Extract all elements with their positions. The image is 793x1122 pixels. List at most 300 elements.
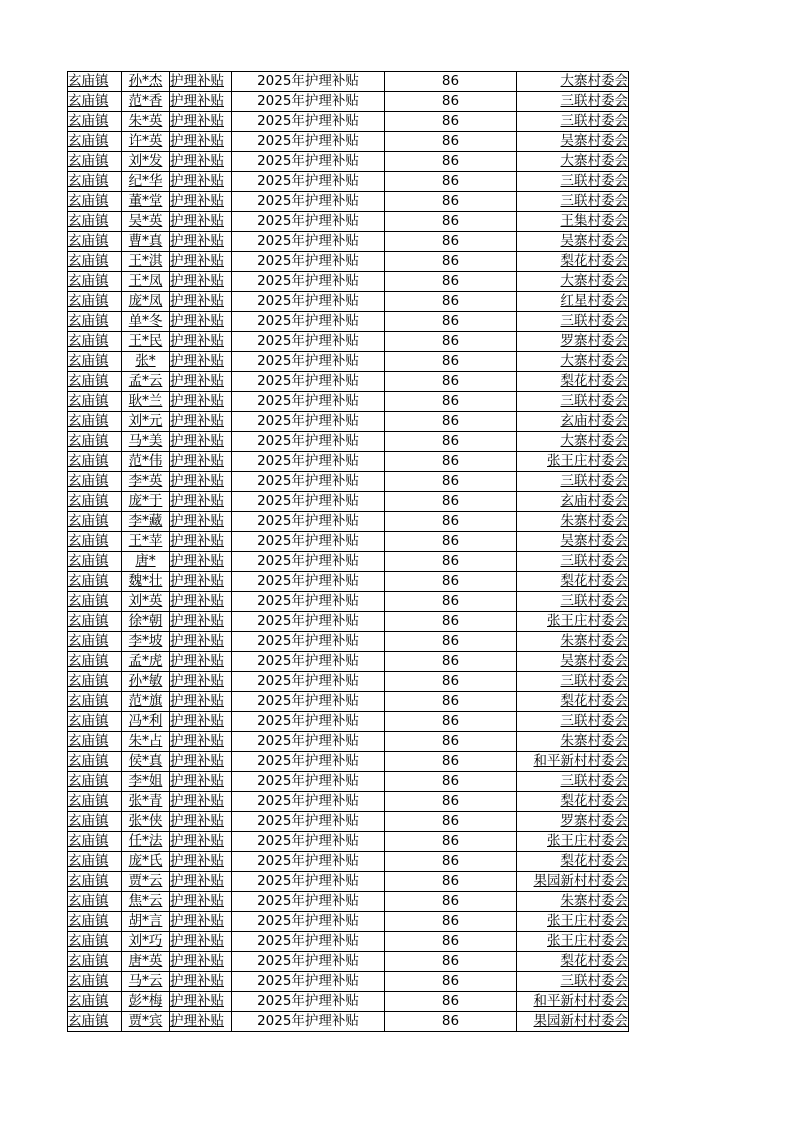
table-row — [68, 652, 629, 672]
town-cell: 玄庙镇 — [68, 352, 122, 372]
table-row — [68, 552, 629, 572]
village-cell: 梨花村委会 — [517, 692, 629, 712]
name-cell: 贾*宾 — [122, 1012, 170, 1032]
town-cell: 玄庙镇 — [68, 912, 122, 932]
village-cell: 张王庄村委会 — [517, 612, 629, 632]
amount-cell: 86 — [385, 572, 517, 592]
village-cell: 三联村委会 — [517, 712, 629, 732]
subsidy-item-cell: 2025年护理补贴 — [232, 532, 385, 552]
village-cell: 果园新村村委会 — [517, 1012, 629, 1032]
village-cell: 三联村委会 — [517, 192, 629, 212]
amount-cell: 86 — [385, 732, 517, 752]
village-cell: 张王庄村委会 — [517, 452, 629, 472]
village-cell: 朱寨村委会 — [517, 732, 629, 752]
town-cell: 玄庙镇 — [68, 452, 122, 472]
name-cell: 单*冬 — [122, 312, 170, 332]
village-cell: 朱寨村委会 — [517, 512, 629, 532]
subsidy-item-cell: 2025年护理补贴 — [232, 1012, 385, 1032]
amount-cell: 86 — [385, 712, 517, 732]
table-row — [68, 472, 629, 492]
town-cell: 玄庙镇 — [68, 372, 122, 392]
name-cell: 孙*敏 — [122, 672, 170, 692]
table-row — [68, 172, 629, 192]
table-row — [68, 712, 629, 732]
roster-body — [68, 72, 629, 1032]
table-row — [68, 452, 629, 472]
table-row — [68, 332, 629, 352]
table-row — [68, 492, 629, 512]
name-cell: 曹*真 — [122, 232, 170, 252]
table-row — [68, 232, 629, 252]
subsidy-type-cell: 护理补贴 — [170, 672, 232, 692]
amount-cell: 86 — [385, 692, 517, 712]
village-cell: 红星村委会 — [517, 292, 629, 312]
subsidy-type-cell: 护理补贴 — [170, 212, 232, 232]
amount-cell: 86 — [385, 412, 517, 432]
town-cell: 玄庙镇 — [68, 872, 122, 892]
name-cell: 贾*云 — [122, 872, 170, 892]
amount-cell: 86 — [385, 372, 517, 392]
subsidy-type-cell: 护理补贴 — [170, 352, 232, 372]
table-row — [68, 412, 629, 432]
table-row — [68, 692, 629, 712]
town-cell: 玄庙镇 — [68, 732, 122, 752]
village-cell: 梨花村委会 — [517, 572, 629, 592]
subsidy-item-cell: 2025年护理补贴 — [232, 572, 385, 592]
subsidy-item-cell: 2025年护理补贴 — [232, 352, 385, 372]
name-cell: 刘*巧 — [122, 932, 170, 952]
town-cell: 玄庙镇 — [68, 972, 122, 992]
subsidy-type-cell: 护理补贴 — [170, 332, 232, 352]
subsidy-type-cell: 护理补贴 — [170, 752, 232, 772]
name-cell: 纪*华 — [122, 172, 170, 192]
amount-cell: 86 — [385, 232, 517, 252]
subsidy-type-cell: 护理补贴 — [170, 272, 232, 292]
village-cell: 朱寨村委会 — [517, 892, 629, 912]
subsidy-type-cell: 护理补贴 — [170, 892, 232, 912]
name-cell: 李*姐 — [122, 772, 170, 792]
amount-cell: 86 — [385, 592, 517, 612]
town-cell: 玄庙镇 — [68, 1012, 122, 1032]
table-row — [68, 212, 629, 232]
name-cell: 侯*真 — [122, 752, 170, 772]
amount-cell: 86 — [385, 892, 517, 912]
name-cell: 任*法 — [122, 832, 170, 852]
subsidy-type-cell: 护理补贴 — [170, 832, 232, 852]
subsidy-item-cell: 2025年护理补贴 — [232, 692, 385, 712]
subsidy-type-cell: 护理补贴 — [170, 792, 232, 812]
amount-cell: 86 — [385, 872, 517, 892]
subsidy-item-cell: 2025年护理补贴 — [232, 172, 385, 192]
amount-cell: 86 — [385, 192, 517, 212]
table-row — [68, 872, 629, 892]
table-row — [68, 392, 629, 412]
subsidy-type-cell: 护理补贴 — [170, 812, 232, 832]
amount-cell: 86 — [385, 492, 517, 512]
town-cell: 玄庙镇 — [68, 792, 122, 812]
subsidy-type-cell: 护理补贴 — [170, 312, 232, 332]
name-cell: 范*香 — [122, 92, 170, 112]
subsidy-type-cell: 护理补贴 — [170, 712, 232, 732]
subsidy-type-cell: 护理补贴 — [170, 772, 232, 792]
table-row — [68, 272, 629, 292]
subsidy-type-cell: 护理补贴 — [170, 852, 232, 872]
subsidy-type-cell: 护理补贴 — [170, 92, 232, 112]
amount-cell: 86 — [385, 292, 517, 312]
subsidy-type-cell: 护理补贴 — [170, 652, 232, 672]
table-row — [68, 512, 629, 532]
village-cell: 和平新村村委会 — [517, 992, 629, 1012]
table-row — [68, 152, 629, 172]
amount-cell: 86 — [385, 272, 517, 292]
town-cell: 玄庙镇 — [68, 72, 122, 92]
name-cell: 刘*英 — [122, 592, 170, 612]
name-cell: 朱*英 — [122, 112, 170, 132]
subsidy-type-cell: 护理补贴 — [170, 592, 232, 612]
town-cell: 玄庙镇 — [68, 112, 122, 132]
name-cell: 胡*言 — [122, 912, 170, 932]
name-cell: 焦*云 — [122, 892, 170, 912]
amount-cell: 86 — [385, 512, 517, 532]
subsidy-item-cell: 2025年护理补贴 — [232, 852, 385, 872]
village-cell: 梨花村委会 — [517, 792, 629, 812]
subsidy-item-cell: 2025年护理补贴 — [232, 492, 385, 512]
town-cell: 玄庙镇 — [68, 332, 122, 352]
name-cell: 张*侠 — [122, 812, 170, 832]
village-cell: 三联村委会 — [517, 112, 629, 132]
subsidy-type-cell: 护理补贴 — [170, 372, 232, 392]
town-cell: 玄庙镇 — [68, 752, 122, 772]
amount-cell: 86 — [385, 132, 517, 152]
amount-cell: 86 — [385, 92, 517, 112]
name-cell: 冯*利 — [122, 712, 170, 732]
subsidy-item-cell: 2025年护理补贴 — [232, 612, 385, 632]
table-row — [68, 252, 629, 272]
town-cell: 玄庙镇 — [68, 572, 122, 592]
town-cell: 玄庙镇 — [68, 92, 122, 112]
subsidy-item-cell: 2025年护理补贴 — [232, 132, 385, 152]
subsidy-type-cell: 护理补贴 — [170, 292, 232, 312]
village-cell: 玄庙村委会 — [517, 492, 629, 512]
village-cell: 大寨村委会 — [517, 272, 629, 292]
subsidy-type-cell: 护理补贴 — [170, 492, 232, 512]
town-cell: 玄庙镇 — [68, 492, 122, 512]
subsidy-item-cell: 2025年护理补贴 — [232, 452, 385, 472]
subsidy-type-cell: 护理补贴 — [170, 432, 232, 452]
subsidy-item-cell: 2025年护理补贴 — [232, 412, 385, 432]
name-cell: 唐* — [122, 552, 170, 572]
subsidy-type-cell: 护理补贴 — [170, 172, 232, 192]
subsidy-type-cell: 护理补贴 — [170, 732, 232, 752]
amount-cell: 86 — [385, 452, 517, 472]
town-cell: 玄庙镇 — [68, 932, 122, 952]
village-cell: 玄庙村委会 — [517, 412, 629, 432]
name-cell: 李*藏 — [122, 512, 170, 532]
subsidy-type-cell: 护理补贴 — [170, 632, 232, 652]
town-cell: 玄庙镇 — [68, 212, 122, 232]
village-cell: 梨花村委会 — [517, 252, 629, 272]
town-cell: 玄庙镇 — [68, 772, 122, 792]
table-row — [68, 772, 629, 792]
amount-cell: 86 — [385, 112, 517, 132]
table-row — [68, 892, 629, 912]
town-cell: 玄庙镇 — [68, 652, 122, 672]
subsidy-type-cell: 护理补贴 — [170, 152, 232, 172]
name-cell: 孟*云 — [122, 372, 170, 392]
amount-cell: 86 — [385, 472, 517, 492]
town-cell: 玄庙镇 — [68, 592, 122, 612]
name-cell: 范*旗 — [122, 692, 170, 712]
subsidy-item-cell: 2025年护理补贴 — [232, 712, 385, 732]
name-cell: 王*凤 — [122, 272, 170, 292]
town-cell: 玄庙镇 — [68, 952, 122, 972]
village-cell: 吴寨村委会 — [517, 232, 629, 252]
subsidy-item-cell: 2025年护理补贴 — [232, 912, 385, 932]
subsidy-item-cell: 2025年护理补贴 — [232, 772, 385, 792]
town-cell: 玄庙镇 — [68, 852, 122, 872]
village-cell: 大寨村委会 — [517, 352, 629, 372]
amount-cell: 86 — [385, 72, 517, 92]
subsidy-item-cell: 2025年护理补贴 — [232, 152, 385, 172]
name-cell: 李*英 — [122, 472, 170, 492]
table-row — [68, 932, 629, 952]
village-cell: 张王庄村委会 — [517, 932, 629, 952]
subsidy-item-cell: 2025年护理补贴 — [232, 812, 385, 832]
table-row — [68, 592, 629, 612]
table-row — [68, 352, 629, 372]
amount-cell: 86 — [385, 852, 517, 872]
subsidy-item-cell: 2025年护理补贴 — [232, 372, 385, 392]
table-row — [68, 132, 629, 152]
subsidy-type-cell: 护理补贴 — [170, 72, 232, 92]
village-cell: 三联村委会 — [517, 772, 629, 792]
table-row — [68, 732, 629, 752]
town-cell: 玄庙镇 — [68, 992, 122, 1012]
name-cell: 王*淇 — [122, 252, 170, 272]
table-row — [68, 312, 629, 332]
subsidy-type-cell: 护理补贴 — [170, 952, 232, 972]
subsidy-item-cell: 2025年护理补贴 — [232, 232, 385, 252]
subsidy-item-cell: 2025年护理补贴 — [232, 272, 385, 292]
village-cell: 罗寨村委会 — [517, 812, 629, 832]
table-row — [68, 612, 629, 632]
subsidy-type-cell: 护理补贴 — [170, 612, 232, 632]
name-cell: 王*民 — [122, 332, 170, 352]
town-cell: 玄庙镇 — [68, 632, 122, 652]
subsidy-type-cell: 护理补贴 — [170, 472, 232, 492]
name-cell: 范*伟 — [122, 452, 170, 472]
amount-cell: 86 — [385, 172, 517, 192]
subsidy-type-cell: 护理补贴 — [170, 112, 232, 132]
amount-cell: 86 — [385, 912, 517, 932]
table-row — [68, 672, 629, 692]
subsidy-type-cell: 护理补贴 — [170, 392, 232, 412]
subsidy-item-cell: 2025年护理补贴 — [232, 192, 385, 212]
name-cell: 王*苹 — [122, 532, 170, 552]
town-cell: 玄庙镇 — [68, 192, 122, 212]
amount-cell: 86 — [385, 652, 517, 672]
village-cell: 吴寨村委会 — [517, 652, 629, 672]
table-row — [68, 632, 629, 652]
subsidy-type-cell: 护理补贴 — [170, 532, 232, 552]
table-row — [68, 1012, 629, 1032]
table-row — [68, 792, 629, 812]
subsidy-type-cell: 护理补贴 — [170, 192, 232, 212]
town-cell: 玄庙镇 — [68, 812, 122, 832]
amount-cell: 86 — [385, 832, 517, 852]
subsidy-type-cell: 护理补贴 — [170, 932, 232, 952]
table-row — [68, 812, 629, 832]
village-cell: 梨花村委会 — [517, 372, 629, 392]
village-cell: 三联村委会 — [517, 172, 629, 192]
subsidy-type-cell: 护理补贴 — [170, 252, 232, 272]
subsidy-item-cell: 2025年护理补贴 — [232, 952, 385, 972]
table-row — [68, 752, 629, 772]
amount-cell: 86 — [385, 812, 517, 832]
amount-cell: 86 — [385, 432, 517, 452]
name-cell: 徐*朝 — [122, 612, 170, 632]
name-cell: 吴*英 — [122, 212, 170, 232]
subsidy-item-cell: 2025年护理补贴 — [232, 972, 385, 992]
amount-cell: 86 — [385, 152, 517, 172]
town-cell: 玄庙镇 — [68, 152, 122, 172]
table-row — [68, 992, 629, 1012]
amount-cell: 86 — [385, 212, 517, 232]
town-cell: 玄庙镇 — [68, 472, 122, 492]
name-cell: 朱*占 — [122, 732, 170, 752]
subsidy-item-cell: 2025年护理补贴 — [232, 672, 385, 692]
table-row — [68, 192, 629, 212]
subsidy-item-cell: 2025年护理补贴 — [232, 292, 385, 312]
name-cell: 耿*兰 — [122, 392, 170, 412]
name-cell: 张* — [122, 352, 170, 372]
amount-cell: 86 — [385, 1012, 517, 1032]
subsidy-type-cell: 护理补贴 — [170, 512, 232, 532]
table-row — [68, 832, 629, 852]
village-cell: 三联村委会 — [517, 312, 629, 332]
village-cell: 梨花村委会 — [517, 852, 629, 872]
town-cell: 玄庙镇 — [68, 832, 122, 852]
subsidy-type-cell: 护理补贴 — [170, 1012, 232, 1032]
village-cell: 三联村委会 — [517, 552, 629, 572]
table-row — [68, 912, 629, 932]
table-row — [68, 972, 629, 992]
amount-cell: 86 — [385, 972, 517, 992]
town-cell: 玄庙镇 — [68, 172, 122, 192]
subsidy-item-cell: 2025年护理补贴 — [232, 892, 385, 912]
subsidy-type-cell: 护理补贴 — [170, 452, 232, 472]
subsidy-item-cell: 2025年护理补贴 — [232, 252, 385, 272]
amount-cell: 86 — [385, 532, 517, 552]
town-cell: 玄庙镇 — [68, 672, 122, 692]
subsidy-item-cell: 2025年护理补贴 — [232, 472, 385, 492]
table-row — [68, 572, 629, 592]
subsidy-item-cell: 2025年护理补贴 — [232, 312, 385, 332]
subsidy-item-cell: 2025年护理补贴 — [232, 792, 385, 812]
town-cell: 玄庙镇 — [68, 712, 122, 732]
amount-cell: 86 — [385, 952, 517, 972]
subsidy-item-cell: 2025年护理补贴 — [232, 512, 385, 532]
subsidy-type-cell: 护理补贴 — [170, 912, 232, 932]
subsidy-type-cell: 护理补贴 — [170, 992, 232, 1012]
village-cell: 王集村委会 — [517, 212, 629, 232]
village-cell: 三联村委会 — [517, 972, 629, 992]
town-cell: 玄庙镇 — [68, 252, 122, 272]
amount-cell: 86 — [385, 552, 517, 572]
subsidy-item-cell: 2025年护理补贴 — [232, 832, 385, 852]
name-cell: 彭*梅 — [122, 992, 170, 1012]
table-row — [68, 372, 629, 392]
amount-cell: 86 — [385, 772, 517, 792]
village-cell: 张王庄村委会 — [517, 912, 629, 932]
amount-cell: 86 — [385, 932, 517, 952]
name-cell: 孙*杰 — [122, 72, 170, 92]
subsidy-type-cell: 护理补贴 — [170, 972, 232, 992]
subsidy-type-cell: 护理补贴 — [170, 232, 232, 252]
name-cell: 魏*壮 — [122, 572, 170, 592]
village-cell: 三联村委会 — [517, 592, 629, 612]
name-cell: 刘*发 — [122, 152, 170, 172]
village-cell: 大寨村委会 — [517, 152, 629, 172]
subsidy-item-cell: 2025年护理补贴 — [232, 732, 385, 752]
subsidy-item-cell: 2025年护理补贴 — [232, 392, 385, 412]
name-cell: 张*青 — [122, 792, 170, 812]
name-cell: 马*美 — [122, 432, 170, 452]
subsidy-item-cell: 2025年护理补贴 — [232, 992, 385, 1012]
town-cell: 玄庙镇 — [68, 692, 122, 712]
town-cell: 玄庙镇 — [68, 892, 122, 912]
town-cell: 玄庙镇 — [68, 412, 122, 432]
subsidy-item-cell: 2025年护理补贴 — [232, 932, 385, 952]
village-cell: 果园新村村委会 — [517, 872, 629, 892]
name-cell: 庞*氏 — [122, 852, 170, 872]
subsidy-item-cell: 2025年护理补贴 — [232, 592, 385, 612]
village-cell: 朱寨村委会 — [517, 632, 629, 652]
village-cell: 张王庄村委会 — [517, 832, 629, 852]
table-row — [68, 432, 629, 452]
town-cell: 玄庙镇 — [68, 552, 122, 572]
table-row — [68, 92, 629, 112]
subsidy-item-cell: 2025年护理补贴 — [232, 212, 385, 232]
amount-cell: 86 — [385, 252, 517, 272]
table-row — [68, 952, 629, 972]
amount-cell: 86 — [385, 352, 517, 372]
subsidy-roster-table — [67, 71, 629, 1032]
table-row — [68, 292, 629, 312]
table-row — [68, 112, 629, 132]
subsidy-item-cell: 2025年护理补贴 — [232, 72, 385, 92]
name-cell: 唐*英 — [122, 952, 170, 972]
amount-cell: 86 — [385, 312, 517, 332]
amount-cell: 86 — [385, 612, 517, 632]
town-cell: 玄庙镇 — [68, 532, 122, 552]
town-cell: 玄庙镇 — [68, 612, 122, 632]
subsidy-type-cell: 护理补贴 — [170, 572, 232, 592]
amount-cell: 86 — [385, 752, 517, 772]
name-cell: 董*堂 — [122, 192, 170, 212]
village-cell: 吴寨村委会 — [517, 132, 629, 152]
village-cell: 和平新村村委会 — [517, 752, 629, 772]
subsidy-type-cell: 护理补贴 — [170, 412, 232, 432]
town-cell: 玄庙镇 — [68, 132, 122, 152]
name-cell: 庞*凤 — [122, 292, 170, 312]
subsidy-item-cell: 2025年护理补贴 — [232, 552, 385, 572]
amount-cell: 86 — [385, 632, 517, 652]
village-cell: 三联村委会 — [517, 392, 629, 412]
subsidy-item-cell: 2025年护理补贴 — [232, 872, 385, 892]
subsidy-type-cell: 护理补贴 — [170, 132, 232, 152]
village-cell: 吴寨村委会 — [517, 532, 629, 552]
